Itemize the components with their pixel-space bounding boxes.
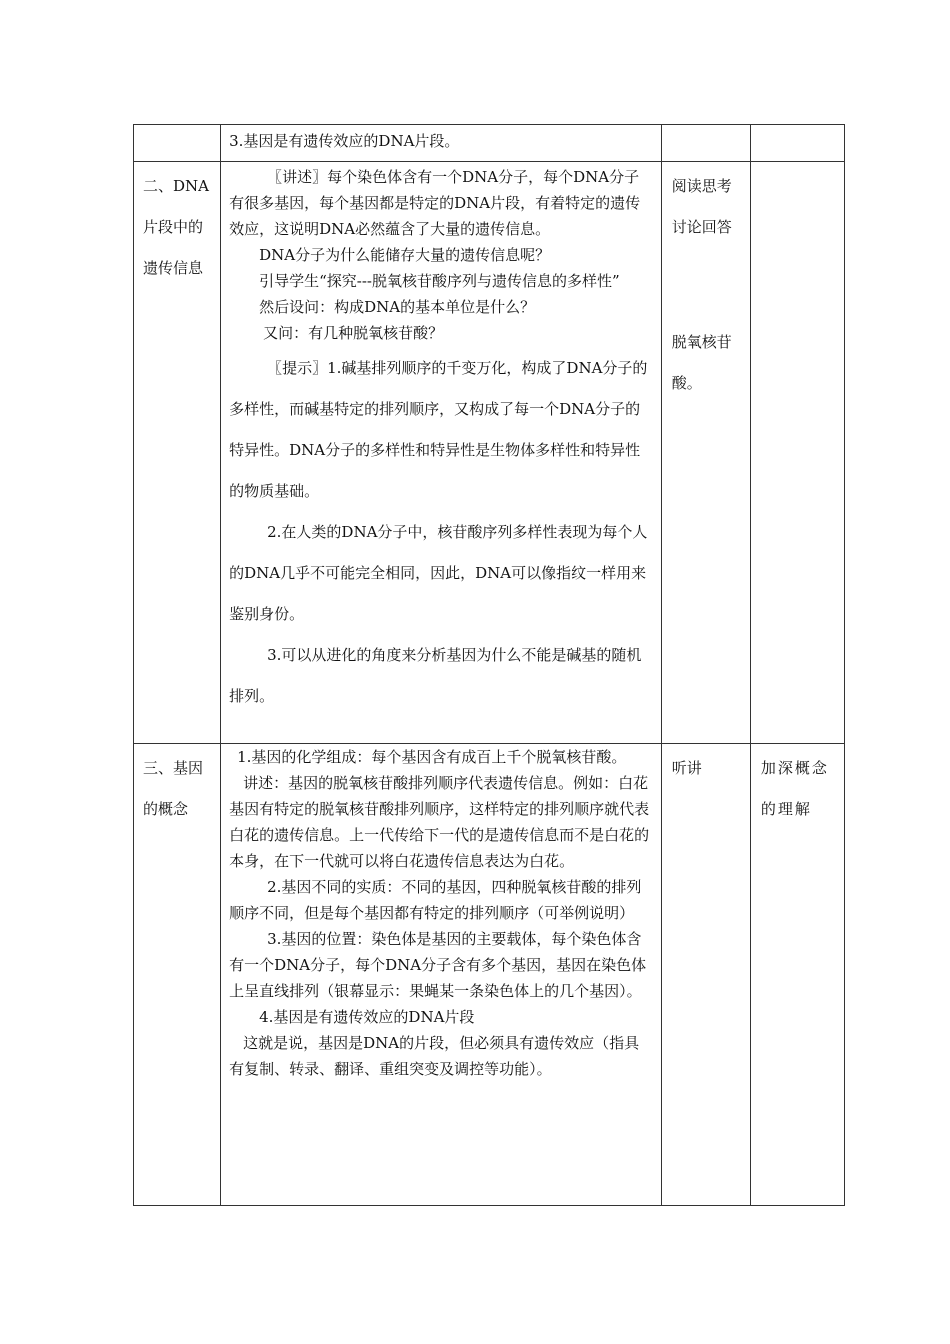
section-cell [134,162,221,744]
concept-paragraph: 这就是说，基因是DNA的片段，但必须具有遗传效应（指具有复制、转录、翻译、重组突变及调控等功能）。 [229,1034,640,1078]
hint-paragraph: 3.可以从进化的角度来分析基因为什么不能是碱基的随机排列。 [229,646,642,705]
student-activity-cell [661,125,750,162]
concept-paragraph: 1.基因的化学组成：每个基因含有成百上千个脱氧核苷酸。 [237,748,627,766]
table-row [134,162,845,744]
student-activity-text: 阅读思考讨论回答 [671,177,732,236]
design-purpose-cell [750,162,844,744]
section-label: 三、基因的概念 [143,759,204,818]
hint-paragraph: 〖提示〗1.碱基排列顺序的千变万化，构成了DNA分子的多样性，而碱基特定的排列顺序，又构成了每一个DNA分子的特异性。DNA分子的多样性和特异性是生物体多样性和特异性的物质基础。 [229,359,648,500]
content-cell [221,125,662,162]
content-cell [221,744,662,1206]
concept-paragraph: 2.基因不同的实质：不同的基因，四种脱氧核苷酸的排列顺序不同，但是每个基因都有特定的排列顺序（可举例说明） [229,878,642,922]
design-purpose-cell [750,125,844,162]
lecture-paragraph: 〖讲述〗每个染色体含有一个DNA分子，每个DNA分子有很多基因，每个基因都是特定的DNA片段，有着特定的遗传效应，这说明DNA必然蕴含了大量的遗传信息。 [229,168,641,238]
student-answer-text: 脱氧核苷酸。 [671,333,732,392]
hint-paragraph: 2.在人类的DNA分子中，核苷酸序列多样性表现为每个人的DNA几乎不可能完全相同，因此，DNA可以像指纹一样用来鉴别身份。 [229,523,648,623]
section-label: 二、DNA片段中的遗传信息 [143,177,209,277]
guide-paragraph: 引导学生“探究---脱氧核苷酸序列与遗传信息的多样性” [259,272,620,290]
content-text: 3.基因是有遗传效应的DNA片段。 [229,132,460,150]
table-row [134,744,845,1206]
section-cell [134,125,221,162]
question-paragraph: 又问：有几种脱氧核苷酸？ [263,324,444,342]
student-activity-cell [661,744,750,1206]
lecture-paragraph: 讲述：基因的脱氧核苷酸排列顺序代表遗传信息。例如：白花基因有特定的脱氧核苷酸排列顺序，这样特定的排列顺序就代表白花的遗传信息。上一代传给下一代的是遗传信息而不是白花的本身，在下一代就可以将白花遗传信息表达为白花。 [229,774,650,870]
design-purpose-text: 加深概念的理解 [760,759,829,818]
student-activity-cell [661,162,750,744]
design-purpose-cell [750,744,844,1206]
section-cell [134,744,221,1206]
student-activity-text: 听讲 [671,759,702,777]
concept-paragraph: 4.基因是有遗传效应的DNA片段 [259,1008,475,1026]
table-row [134,125,845,162]
question-paragraph: DNA分子为什么能储存大量的遗传信息呢？ [259,246,551,264]
question-paragraph: 然后设问：构成DNA的基本单位是什么？ [259,298,536,316]
concept-paragraph: 3.基因的位置：染色体是基因的主要载体，每个染色体含有一个DNA分子，每个DNA分子含有多个基因，基因在染色体上呈直线排列（银幕显示：果蝇某一条染色体上的几个基因）。 [229,930,647,1000]
lesson-plan-table [133,124,845,1206]
content-cell [221,162,662,744]
